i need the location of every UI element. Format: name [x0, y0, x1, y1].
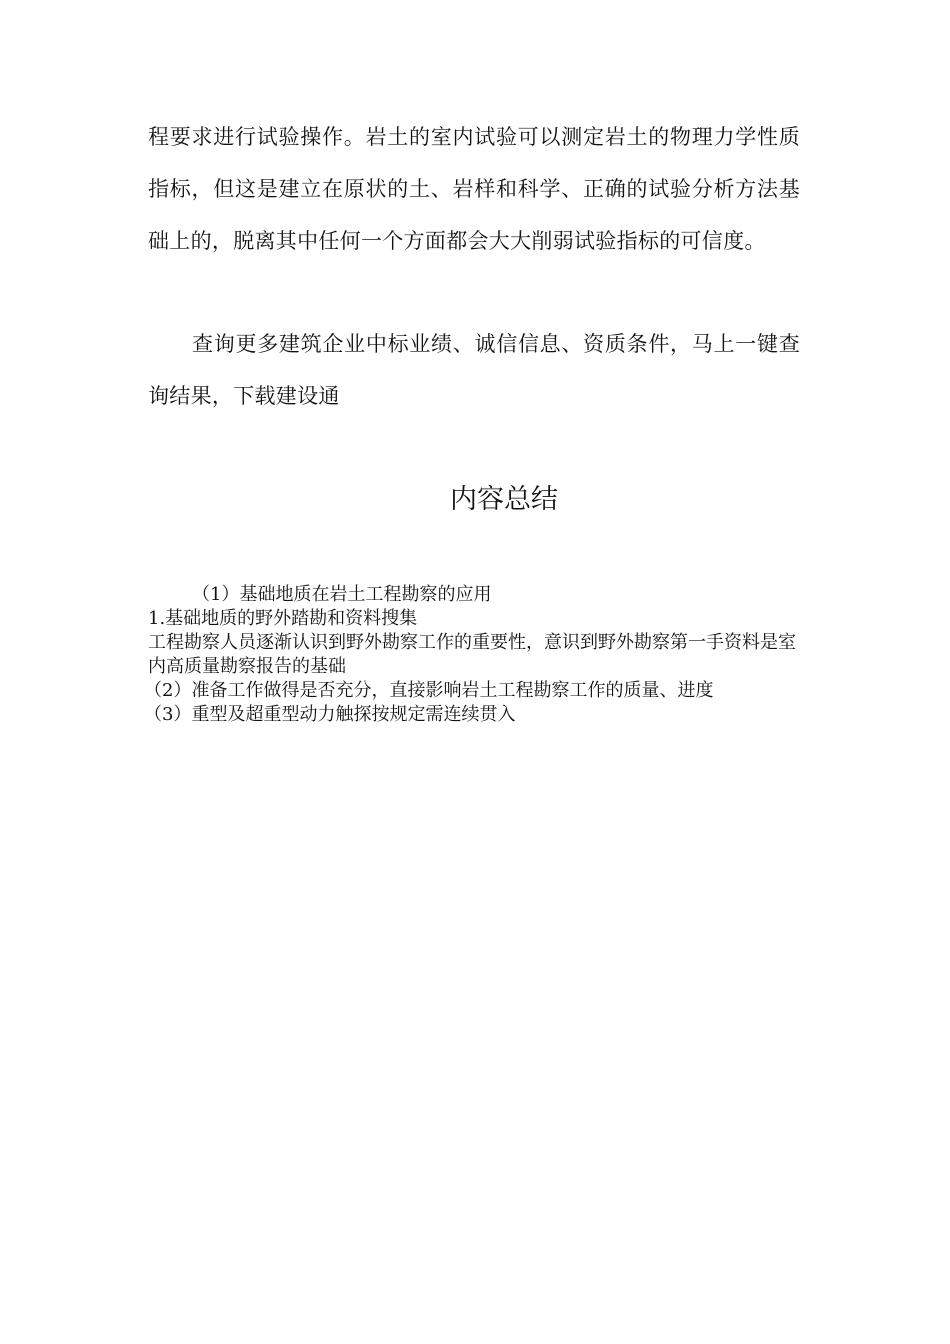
summary-item: （1）基础地质在岩土工程勘察的应用 — [192, 584, 492, 605]
body-paragraph-lab-testing: 程要求进行试验操作。岩土的室内试验可以测定岩土的物理力学性质指标，但这是建立在原状的土、岩样和科学、正确的试验分析方法基础上的，脱离其中任何一个方面都会大大削弱试验指标的可信度。 — [148, 125, 800, 253]
summary-item: 工程勘察人员逐渐认识到野外勘察工作的重要性，意识到野外勘察第一手资料是室内高质量勘察报告的基础 — [148, 632, 796, 677]
summary-item: （3）重型及超重型动力触探按规定需连续贯入 — [144, 704, 516, 725]
summary-list — [144, 583, 808, 727]
summary-item: （2）准备工作做得是否充分，直接影响岩土工程勘察工作的质量、进度 — [144, 680, 714, 701]
summary-heading: 内容总结 — [450, 484, 558, 515]
summary-item: 1.基础地质的野外踏勘和资料搜集 — [148, 608, 418, 629]
body-paragraph-promo: 查询更多建筑企业中标业绩、诚信信息、资质条件，马上一键查询结果，下载建设通 — [148, 332, 800, 408]
